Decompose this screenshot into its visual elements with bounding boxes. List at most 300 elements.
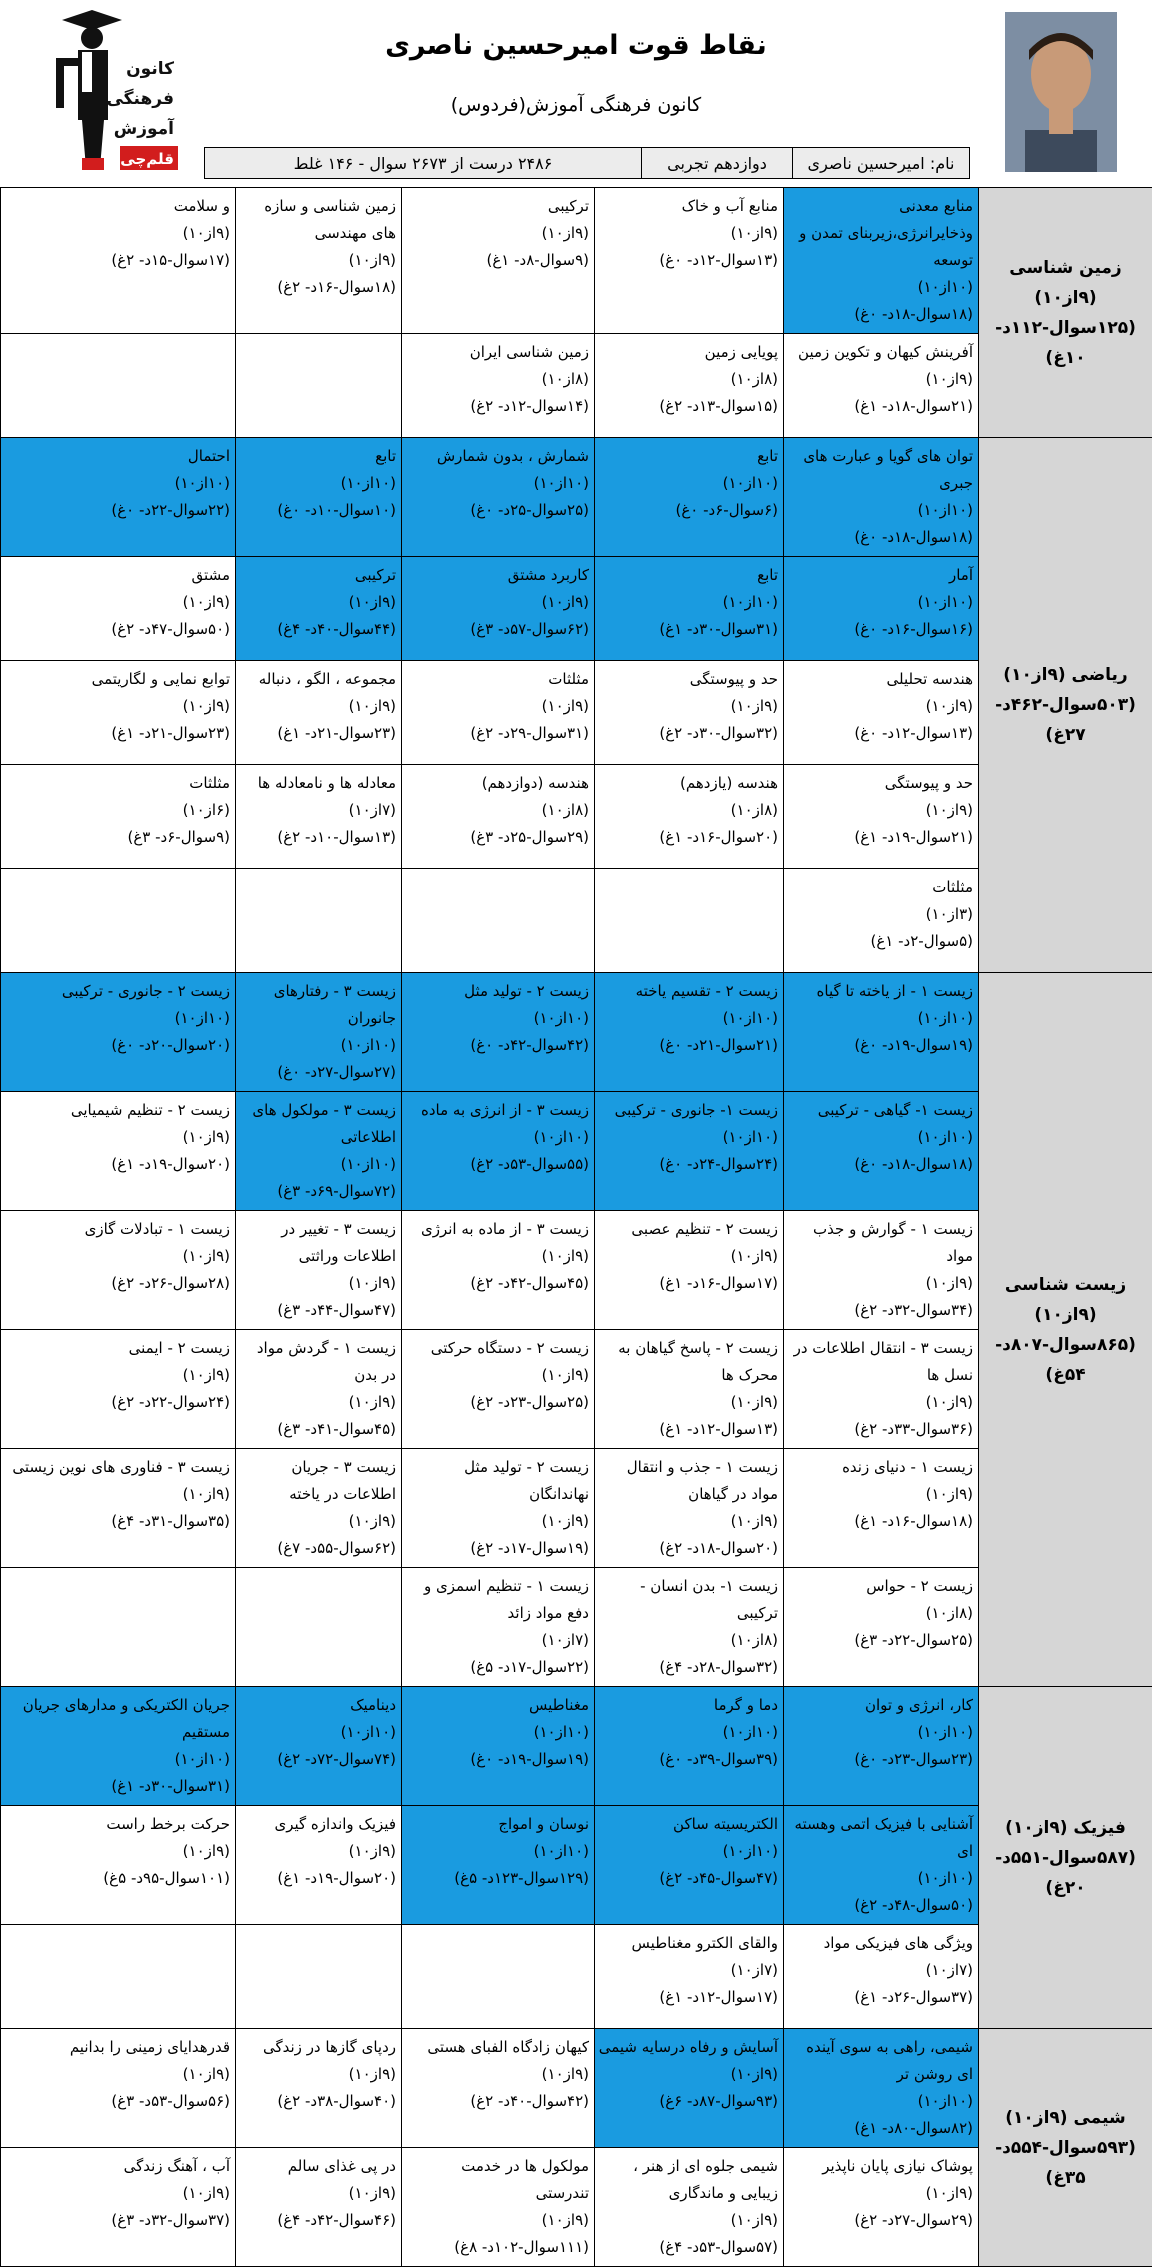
topic-name: آفرینش کیهان و تکوین زمین <box>787 339 973 366</box>
topic-score: (۱۰از۱۰) <box>598 1005 778 1032</box>
empty-cell <box>236 869 402 973</box>
topic-cell <box>1 973 236 1092</box>
topic-detail: (۳۲سوال-۲۸د- ۴غ) <box>598 1654 778 1681</box>
topic-name: قدرهدایای زمینی را بدانیم <box>4 2034 230 2061</box>
topic-detail: (۴۲سوال-۴۰د- ۲غ) <box>405 2088 589 2115</box>
topic-score: (۷از۱۰) <box>405 1627 589 1654</box>
topic-name: ترکیبی <box>405 193 589 220</box>
topic-score: (۱۰از۱۰) <box>405 470 589 497</box>
topic-score: (۹از۱۰) <box>239 693 396 720</box>
topic-cell <box>1 188 236 334</box>
topic-name: منابع معدنی وذخایرانرژی،زیربنای تمدن و توسعه <box>787 193 973 274</box>
topic-cell <box>784 557 979 661</box>
topic-score: (۹از۱۰) <box>405 2207 589 2234</box>
topic-name: کار، انرژی و توان <box>787 1692 973 1719</box>
topic-detail: (۱۰سوال-۱۰د- ۰غ) <box>239 497 396 524</box>
topic-cell <box>402 188 595 334</box>
topic-detail: (۴۰سوال-۳۸د- ۲غ) <box>239 2088 396 2115</box>
topic-score: (۱۰از۱۰) <box>598 1838 778 1865</box>
topic-name: نوسان و امواج <box>405 1811 589 1838</box>
topic-detail: (۵۵سوال-۵۳د- ۲غ) <box>405 1151 589 1178</box>
topic-name: زیست ۳ - فناوری های نوین زیستی <box>4 1454 230 1481</box>
topic-score: (۹از۱۰) <box>598 1243 778 1270</box>
topic-detail: (۱۲۹سوال-۱۲۳د- ۵غ) <box>405 1865 589 1892</box>
student-grade: دوازدهم تجربی <box>641 148 792 178</box>
topic-cell <box>236 1211 402 1330</box>
topic-score: (۹از۱۰) <box>787 2180 973 2207</box>
topic-cell <box>236 557 402 661</box>
topic-name: تابع <box>598 562 778 589</box>
topic-cell <box>784 334 979 438</box>
topic-name: مولکول ها در خدمت تندرستی <box>405 2153 589 2207</box>
topic-score: (۶از۱۰) <box>4 797 230 824</box>
topic-detail: (۱۳سوال-۱۲د- ۱غ) <box>598 1416 778 1443</box>
empty-cell <box>402 869 595 973</box>
topic-name: دینامیک <box>239 1692 396 1719</box>
topic-name: تابع <box>598 443 778 470</box>
topic-cell <box>784 2148 979 2267</box>
topic-cell <box>595 973 784 1092</box>
topic-score: (۹از۱۰) <box>787 1270 973 1297</box>
topic-detail: (۴۷سوال-۴۵د- ۲غ) <box>598 1865 778 1892</box>
topic-name: زیست ۲ - تقسیم یاخته <box>598 978 778 1005</box>
topic-score: (۹از۱۰) <box>4 1481 230 1508</box>
topic-cell <box>402 1449 595 1568</box>
topic-score: (۹از۱۰) <box>4 2180 230 2207</box>
topic-name: زیست ۲ - ایمنی <box>4 1335 230 1362</box>
topic-name: زیست ۲ - پاسخ گیاهان به محرک ها <box>598 1335 778 1389</box>
topic-name: شیمی جلوه ای از هنر ، زیبایی و ماندگاری <box>598 2153 778 2207</box>
topic-cell <box>595 1687 784 1806</box>
topic-name: زیست ۲ - تنظیم عصبی <box>598 1216 778 1243</box>
topic-score: (۹از۱۰) <box>4 1124 230 1151</box>
topic-cell <box>402 334 595 438</box>
topic-name: زیست ۱- بدن انسان - ترکیبی <box>598 1573 778 1627</box>
topic-detail: (۱۹سوال-۱۹د- ۰غ) <box>405 1746 589 1773</box>
topic-detail: (۱۶سوال-۱۶د- ۰غ) <box>787 616 973 643</box>
topic-score: (۹از۱۰) <box>405 1362 589 1389</box>
topic-cell <box>402 1568 595 1687</box>
topic-cell <box>402 557 595 661</box>
table-row <box>1 2029 1152 2148</box>
topic-score: (۱۰از۱۰) <box>787 1865 973 1892</box>
empty-cell <box>1 334 236 438</box>
topic-score: (۹از۱۰) <box>239 589 396 616</box>
topic-score: (۷از۱۰) <box>598 1957 778 1984</box>
topic-name: زمین شناسی ایران <box>405 339 589 366</box>
topic-score: (۹از۱۰) <box>4 693 230 720</box>
topic-detail: (۲۲سوال-۲۲د- ۰غ) <box>4 497 230 524</box>
topic-detail: (۴۲سوال-۴۲د- ۰غ) <box>405 1032 589 1059</box>
topic-detail: (۴۵سوال-۴۲د- ۲غ) <box>405 1270 589 1297</box>
topic-name: ویژگی های فیزیکی مواد <box>787 1930 973 1957</box>
topic-detail: (۱۳سوال-۱۲د- ۰غ) <box>787 720 973 747</box>
topic-name: هندسه تحلیلی <box>787 666 973 693</box>
topic-cell <box>236 973 402 1092</box>
subject-cell: زیست شناسی (۹از۱۰) (۸۶۵سوال-۸۰۷د- ۵۴غ) <box>979 973 1152 1687</box>
topic-cell <box>402 2029 595 2148</box>
topic-name: زیست ۲ - تولید مثل <box>405 978 589 1005</box>
topic-name: زیست ۳ - جریان اطلاعات در یاخته <box>239 1454 396 1508</box>
topic-score: (۹از۱۰) <box>787 693 973 720</box>
topic-score: (۸از۱۰) <box>598 797 778 824</box>
topic-name: مشتق <box>4 562 230 589</box>
topic-detail: (۱۱۱سوال-۱۰۲د- ۸غ) <box>405 2234 589 2261</box>
topic-cell <box>784 1687 979 1806</box>
topic-detail: (۵۶سوال-۵۳د- ۳غ) <box>4 2088 230 2115</box>
topic-score: (۹از۱۰) <box>405 1243 589 1270</box>
topic-name: در پی غذای سالم <box>239 2153 396 2180</box>
topic-detail: (۱۹سوال-۱۹د- ۰غ) <box>787 1032 973 1059</box>
topic-score: (۹از۱۰) <box>4 1243 230 1270</box>
topic-name: ردپای گازها در زندگی <box>239 2034 396 2061</box>
topic-score: (۹از۱۰) <box>598 2207 778 2234</box>
topic-cell <box>784 1211 979 1330</box>
topic-cell <box>402 2148 595 2267</box>
topic-cell <box>402 1330 595 1449</box>
topic-detail: (۴۶سوال-۴۲د- ۴غ) <box>239 2207 396 2234</box>
topic-score: (۸از۱۰) <box>787 1600 973 1627</box>
topic-score: (۱۰از۱۰) <box>598 589 778 616</box>
topic-detail: (۸۲سوال-۸۰د- ۱غ) <box>787 2115 973 2142</box>
topic-name: زیست ۲ - تولید مثل نهاندانگان <box>405 1454 589 1508</box>
topic-name: کیهان زادگاه الفبای هستی <box>405 2034 589 2061</box>
topic-score: (۳از۱۰) <box>787 901 973 928</box>
topic-score: (۹از۱۰) <box>239 1838 396 1865</box>
topic-name: مثلثات <box>4 770 230 797</box>
topic-score: (۱۰از۱۰) <box>4 1005 230 1032</box>
topic-cell <box>402 1687 595 1806</box>
topic-name: زیست ۱ - تبادلات گازی <box>4 1216 230 1243</box>
topic-cell <box>595 438 784 557</box>
empty-cell <box>236 1925 402 2029</box>
topic-cell <box>784 188 979 334</box>
subject-cell: ریاضی (۹از۱۰) (۵۰۳سوال-۴۶۲د- ۲۷غ) <box>979 438 1152 973</box>
topic-score: (۹از۱۰) <box>787 797 973 824</box>
topic-cell <box>402 1211 595 1330</box>
strengths-table <box>0 187 1152 2267</box>
subject-cell: زمین شناسی (۹از۱۰) (۱۲۵سوال-۱۱۲د- ۱۰غ) <box>979 188 1152 438</box>
topic-cell <box>236 438 402 557</box>
topic-name: جریان الکتریکی و مدارهای جریان مستقیم <box>4 1692 230 1746</box>
logo-text-4: قلم‌چی <box>120 150 174 169</box>
topic-detail: (۳۱سوال-۳۰د- ۱غ) <box>598 616 778 643</box>
topic-score: (۹از۱۰) <box>239 247 396 274</box>
topic-detail: (۳۷سوال-۳۲د- ۳غ) <box>4 2207 230 2234</box>
topic-cell <box>402 765 595 869</box>
topic-name: زمین شناسی و سازه های مهندسی <box>239 193 396 247</box>
topic-name: دما و گرما <box>598 1692 778 1719</box>
topic-score: (۹از۱۰) <box>239 1389 396 1416</box>
empty-cell <box>402 1925 595 2029</box>
topic-cell <box>595 188 784 334</box>
topic-name: مثلثات <box>405 666 589 693</box>
topic-cell <box>1 2029 236 2148</box>
topic-detail: (۲۵سوال-۲۵د- ۰غ) <box>405 497 589 524</box>
topic-cell <box>1 661 236 765</box>
topic-score: (۱۰از۱۰) <box>4 1746 230 1773</box>
logo-text-1: کانون <box>126 59 174 79</box>
topic-cell <box>595 661 784 765</box>
topic-name: پوشاک نیازی پایان ناپذیر <box>787 2153 973 2180</box>
topic-name: حرکت برخط راست <box>4 1811 230 1838</box>
topic-name: زیست ۲ - تنظیم شیمیایی <box>4 1097 230 1124</box>
topic-name: زیست ۱ - دنیای زنده <box>787 1454 973 1481</box>
topic-cell <box>784 973 979 1092</box>
empty-cell <box>1 869 236 973</box>
topic-score: (۱۰از۱۰) <box>787 1124 973 1151</box>
topic-score: (۱۰از۱۰) <box>598 1124 778 1151</box>
topic-name: پویایی زمین <box>598 339 778 366</box>
topic-detail: (۷۲سوال-۶۹د- ۳غ) <box>239 1178 396 1205</box>
topic-name: حد و پیوستگی <box>787 770 973 797</box>
topic-name: توابع نمایی و لگاریتمی <box>4 666 230 693</box>
topic-cell <box>784 1568 979 1687</box>
topic-detail: (۹۳سوال-۸۷د- ۶غ) <box>598 2088 778 2115</box>
topic-detail: (۷۴سوال-۷۲د- ۲غ) <box>239 1746 396 1773</box>
topic-score: (۹از۱۰) <box>4 2061 230 2088</box>
topic-cell <box>1 765 236 869</box>
topic-score: (۱۰از۱۰) <box>787 1005 973 1032</box>
topic-detail: (۵۰سوال-۴۷د- ۲غ) <box>4 616 230 643</box>
topic-name: زیست ۱ - از یاخته تا گیاه <box>787 978 973 1005</box>
topic-score: (۹از۱۰) <box>598 1508 778 1535</box>
topic-cell <box>1 2148 236 2267</box>
topic-name: زیست ۲ - حواس <box>787 1573 973 1600</box>
topic-detail: (۴۵سوال-۴۱د- ۳غ) <box>239 1416 396 1443</box>
topic-detail: (۹سوال-۶د- ۳غ) <box>4 824 230 851</box>
topic-cell <box>1 557 236 661</box>
topic-score: (۹از۱۰) <box>787 366 973 393</box>
empty-cell <box>595 869 784 973</box>
score-summary: ۲۴۸۶ درست از ۲۶۷۳ سوال - ۱۴۶ غلط <box>205 148 641 178</box>
topic-score: (۸از۱۰) <box>598 366 778 393</box>
topic-cell <box>595 334 784 438</box>
student-name: نام: امیرحسین ناصری <box>792 148 969 178</box>
topic-score: (۹از۱۰) <box>4 220 230 247</box>
topic-detail: (۲۲سوال-۱۷د- ۵غ) <box>405 1654 589 1681</box>
topic-score: (۱۰از۱۰) <box>239 470 396 497</box>
topic-score: (۹از۱۰) <box>405 220 589 247</box>
student-info-bar <box>204 147 970 179</box>
topic-name: زیست ۲ - دستگاه حرکتی <box>405 1335 589 1362</box>
topic-name: مثلثات <box>787 874 973 901</box>
topic-detail: (۲۴سوال-۲۲د- ۲غ) <box>4 1389 230 1416</box>
topic-name: هندسه (یازدهم) <box>598 770 778 797</box>
topic-name: زیست ۳ - از ماده به انرژی <box>405 1216 589 1243</box>
topic-cell <box>595 765 784 869</box>
topic-detail: (۲۰سوال-۲۰د- ۰غ) <box>4 1032 230 1059</box>
topic-cell <box>595 1211 784 1330</box>
topic-cell <box>784 661 979 765</box>
topic-detail: (۱۳سوال-۱۲د- ۰غ) <box>598 247 778 274</box>
topic-detail: (۹سوال-۸د- ۱غ) <box>405 247 589 274</box>
topic-cell <box>236 2029 402 2148</box>
topic-cell <box>1 1806 236 1925</box>
topic-detail: (۶۲سوال-۵۷د- ۳غ) <box>405 616 589 643</box>
topic-score: (۹از۱۰) <box>239 2180 396 2207</box>
topic-name: تابع <box>239 443 396 470</box>
topic-name: آشنایی با فیزیک اتمی وهسته ای <box>787 1811 973 1865</box>
topic-score: (۹از۱۰) <box>405 693 589 720</box>
page-title: نقاط قوت امیرحسین ناصری <box>0 30 1152 61</box>
topic-score: (۱۰از۱۰) <box>239 1032 396 1059</box>
topic-detail: (۳۱سوال-۲۹د- ۲غ) <box>405 720 589 747</box>
topic-detail: (۳۲سوال-۳۰د- ۲غ) <box>598 720 778 747</box>
topic-name: زیست ۱- جانوری - ترکیبی <box>598 1097 778 1124</box>
topic-score: (۹از۱۰) <box>239 1270 396 1297</box>
topic-detail: (۴۷سوال-۴۴د- ۳غ) <box>239 1297 396 1324</box>
topic-cell <box>402 661 595 765</box>
topic-detail: (۲۹سوال-۲۷د- ۲غ) <box>787 2207 973 2234</box>
subject-cell: فیزیک (۹از۱۰) (۵۸۷سوال-۵۵۱د- ۲۰غ) <box>979 1687 1152 2029</box>
topic-score: (۱۰از۱۰) <box>405 1838 589 1865</box>
topic-score: (۸از۱۰) <box>405 366 589 393</box>
topic-detail: (۲۷سوال-۲۷د- ۰غ) <box>239 1059 396 1086</box>
topic-cell <box>784 1092 979 1211</box>
topic-score: (۱۰از۱۰) <box>4 470 230 497</box>
topic-score: (۹از۱۰) <box>598 2061 778 2088</box>
topic-detail: (۲۵سوال-۲۳د- ۲غ) <box>405 1389 589 1416</box>
topic-detail: (۲۱سوال-۱۹د- ۱غ) <box>787 824 973 851</box>
topic-detail: (۲۳سوال-۲۱د- ۱غ) <box>4 720 230 747</box>
topic-name: زیست ۳ - رفتارهای جانوران <box>239 978 396 1032</box>
topic-name: حد و پیوستگی <box>598 666 778 693</box>
topic-name: منابع آب و خاک <box>598 193 778 220</box>
topic-cell <box>595 1925 784 2029</box>
topic-cell <box>595 1092 784 1211</box>
topic-name: زیست ۳ - انتقال اطلاعات در نسل ها <box>787 1335 973 1389</box>
topic-name: زیست ۱ - تنظیم اسمزی و دفع مواد زائد <box>405 1573 589 1627</box>
topic-name: زیست ۱ - گردش مواد در بدن <box>239 1335 396 1389</box>
topic-name: کاربرد مشتق <box>405 562 589 589</box>
empty-cell <box>1 1568 236 1687</box>
topic-cell <box>236 1806 402 1925</box>
topic-score: (۹از۱۰) <box>239 1508 396 1535</box>
topic-name: مغناطیس <box>405 1692 589 1719</box>
topic-score: (۹از۱۰) <box>239 2061 396 2088</box>
topic-cell <box>236 2148 402 2267</box>
topic-cell <box>1 1330 236 1449</box>
topic-name: احتمال <box>4 443 230 470</box>
topic-detail: (۳۶سوال-۳۳د- ۲غ) <box>787 1416 973 1443</box>
topic-detail: (۲۰سوال-۱۹د- ۱غ) <box>239 1865 396 1892</box>
topic-score: (۱۰از۱۰) <box>787 1719 973 1746</box>
table-row <box>1 973 1152 1092</box>
topic-detail: (۵سوال-۲د- ۱غ) <box>787 928 973 955</box>
topic-detail: (۱۸سوال-۱۸د- ۰غ) <box>787 1151 973 1178</box>
topic-cell <box>236 765 402 869</box>
topic-detail: (۲۹سوال-۲۵د- ۳غ) <box>405 824 589 851</box>
topic-detail: (۱۰۱سوال-۹۵د- ۵غ) <box>4 1865 230 1892</box>
topic-cell <box>236 1330 402 1449</box>
topic-detail: (۲۸سوال-۲۶د- ۲غ) <box>4 1270 230 1297</box>
topic-name: الکتریسیته ساکن <box>598 1811 778 1838</box>
table-row <box>1 1687 1152 1806</box>
topic-score: (۱۰از۱۰) <box>598 470 778 497</box>
topic-cell <box>595 1806 784 1925</box>
topic-name: زیست ۳ - مولکول های اطلاعاتی <box>239 1097 396 1151</box>
topic-score: (۱۰از۱۰) <box>405 1124 589 1151</box>
topic-cell <box>236 188 402 334</box>
topic-score: (۹از۱۰) <box>598 220 778 247</box>
topic-detail: (۴۴سوال-۴۰د- ۴غ) <box>239 616 396 643</box>
topic-detail: (۶۲سوال-۵۵د- ۷غ) <box>239 1535 396 1562</box>
topic-score: (۹از۱۰) <box>787 1481 973 1508</box>
topic-name: زیست ۳ - تغییر در اطلاعات وراثتی <box>239 1216 396 1270</box>
topic-cell <box>595 1330 784 1449</box>
topic-cell <box>595 1449 784 1568</box>
topic-name: و سلامت <box>4 193 230 220</box>
topic-cell <box>1 1211 236 1330</box>
topic-cell <box>784 869 979 973</box>
topic-detail: (۱۷سوال-۱۲د- ۱غ) <box>598 1984 778 2011</box>
topic-name: زیست ۱ - جذب و انتقال مواد در گیاهان <box>598 1454 778 1508</box>
topic-cell <box>784 1925 979 2029</box>
topic-detail: (۳۴سوال-۳۲د- ۲غ) <box>787 1297 973 1324</box>
topic-cell <box>784 2029 979 2148</box>
topic-cell <box>784 765 979 869</box>
topic-score: (۱۰از۱۰) <box>598 1719 778 1746</box>
topic-detail: (۳۱سوال-۳۰د- ۱غ) <box>4 1773 230 1800</box>
topic-score: (۸از۱۰) <box>598 1627 778 1654</box>
topic-cell <box>1 438 236 557</box>
topic-detail: (۲۳سوال-۲۱د- ۱غ) <box>239 720 396 747</box>
topic-detail: (۱۵سوال-۱۳د- ۲غ) <box>598 393 778 420</box>
topic-detail: (۱۳سوال-۱۰د- ۲غ) <box>239 824 396 851</box>
topic-detail: (۱۷سوال-۱۵د- ۲غ) <box>4 247 230 274</box>
topic-score: (۱۰از۱۰) <box>405 1005 589 1032</box>
topic-score: (۹از۱۰) <box>4 1362 230 1389</box>
topic-detail: (۳۵سوال-۳۱د- ۴غ) <box>4 1508 230 1535</box>
topic-score: (۹از۱۰) <box>4 1838 230 1865</box>
topic-name: شیمی، راهی به سوی آینده ای روشن تر <box>787 2034 973 2088</box>
topic-detail: (۲۰سوال-۱۸د- ۲غ) <box>598 1535 778 1562</box>
topic-cell <box>236 1687 402 1806</box>
topic-detail: (۱۸سوال-۱۸د- ۰غ) <box>787 301 973 328</box>
topic-score: (۱۰از۱۰) <box>787 2088 973 2115</box>
page-subtitle: کانون فرهنگی آموزش(فردوس) <box>0 94 1152 116</box>
topic-detail: (۱۸سوال-۱۶د- ۲غ) <box>239 274 396 301</box>
topic-cell <box>784 1449 979 1568</box>
topic-cell <box>402 438 595 557</box>
topic-cell <box>1 1092 236 1211</box>
topic-detail: (۲۰سوال-۱۹د- ۱غ) <box>4 1151 230 1178</box>
topic-detail: (۲۳سوال-۲۳د- ۰غ) <box>787 1746 973 1773</box>
topic-cell <box>1 1687 236 1806</box>
logo-text-3: آموزش <box>114 117 175 139</box>
topic-name: زیست ۱ - گوارش و جذب مواد <box>787 1216 973 1270</box>
topic-score: (۱۰از۱۰) <box>787 497 973 524</box>
topic-detail: (۱۸سوال-۱۸د- ۰غ) <box>787 524 973 551</box>
topic-score: (۹از۱۰) <box>4 589 230 616</box>
topic-cell <box>595 2029 784 2148</box>
topic-cell <box>784 1330 979 1449</box>
topic-name: آمار <box>787 562 973 589</box>
topic-cell <box>784 438 979 557</box>
topic-score: (۱۰از۱۰) <box>239 1151 396 1178</box>
topic-name: زیست ۳ - از انرژی به ماده <box>405 1097 589 1124</box>
topic-cell <box>402 1092 595 1211</box>
topic-detail: (۶سوال-۶د- ۰غ) <box>598 497 778 524</box>
topic-score: (۹از۱۰) <box>405 1508 589 1535</box>
topic-score: (۹از۱۰) <box>405 2061 589 2088</box>
topic-score: (۹از۱۰) <box>598 693 778 720</box>
topic-score: (۹از۱۰) <box>405 589 589 616</box>
topic-detail: (۱۹سوال-۱۷د- ۲غ) <box>405 1535 589 1562</box>
table-row <box>1 188 1152 334</box>
topic-detail: (۱۷سوال-۱۶د- ۱غ) <box>598 1270 778 1297</box>
